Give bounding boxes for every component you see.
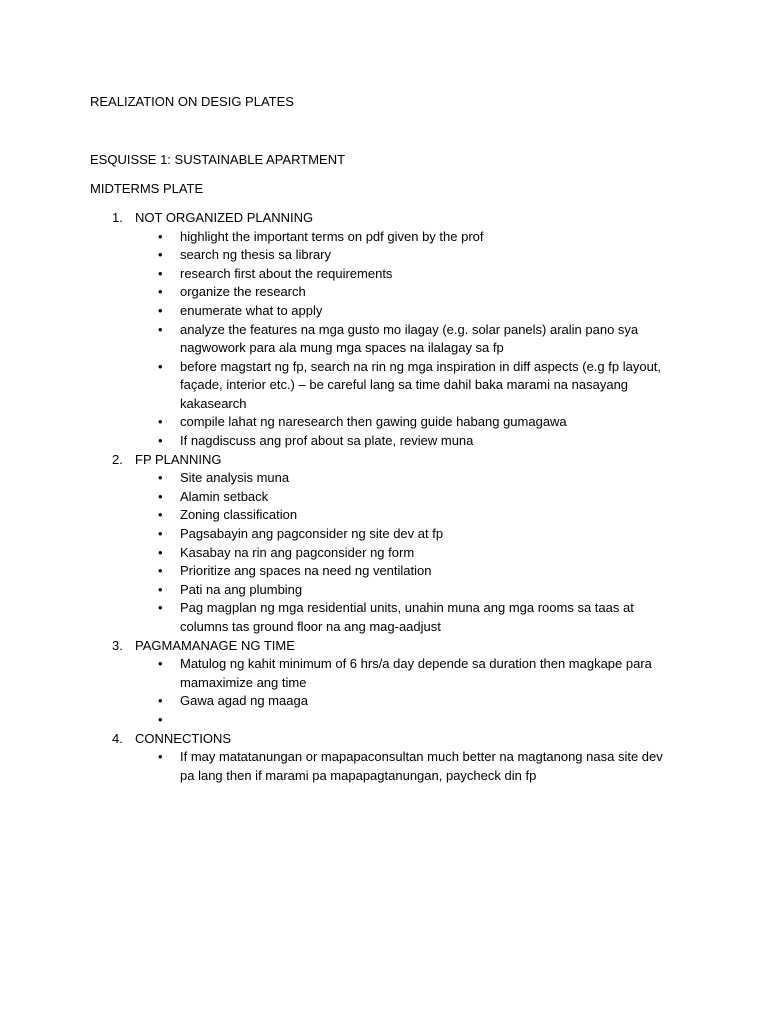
section-item bbox=[90, 451, 690, 637]
bullet-icon: • bbox=[158, 284, 163, 300]
section-item bbox=[90, 637, 690, 730]
document-body bbox=[90, 93, 690, 785]
section-item bbox=[90, 730, 690, 786]
bullet-icon: • bbox=[158, 228, 163, 244]
list-item bbox=[90, 283, 680, 302]
section-item bbox=[90, 209, 690, 451]
bullet-icon: • bbox=[158, 600, 163, 616]
list-item-text: Pati na ang plumbing bbox=[180, 581, 303, 597]
list-item bbox=[90, 265, 680, 284]
section-heading bbox=[90, 209, 690, 228]
list-item bbox=[90, 748, 680, 785]
list-item-text: compile lahat ng naresearch then gawing guide habang gumagawa bbox=[180, 414, 567, 430]
list-item bbox=[90, 321, 680, 358]
list-item-text: If may matatanungan or mapapaconsultan much better na magtanong nasa site dev pa lang then if marami pa mapapagtanungan, paycheck din fp bbox=[180, 749, 663, 783]
list-item-text: highlight the important terms on pdf given by the prof bbox=[180, 228, 484, 244]
list-item-text: Prioritize ang spaces na need ng ventilation bbox=[180, 563, 432, 579]
bullet-icon: • bbox=[158, 526, 163, 542]
bullet-icon: • bbox=[158, 265, 163, 281]
bullet-icon: • bbox=[158, 563, 163, 579]
bullet-icon: • bbox=[158, 302, 163, 318]
list-item bbox=[90, 655, 680, 692]
list-item-text: research first about the requirements bbox=[180, 265, 393, 281]
list-item-text: before magstart ng fp, search na rin ng mga inspiration in diff aspects (e.g fp layout, façade, interior etc.) – be careful lang sa time dahil baka marami na nasayang kakasearch bbox=[180, 358, 662, 411]
bullet-icon: • bbox=[158, 321, 163, 337]
document-subtitle: ESQUISSE 1: SUSTAINABLE APARTMENT bbox=[90, 151, 346, 167]
section-heading bbox=[90, 451, 690, 470]
bullet-icon: • bbox=[158, 470, 163, 486]
bullet-icon: • bbox=[158, 693, 163, 709]
list-item bbox=[90, 469, 680, 488]
bullet-list bbox=[90, 469, 690, 636]
list-item bbox=[90, 302, 680, 321]
section-heading bbox=[90, 637, 690, 656]
list-item-text: Zoning classification bbox=[180, 507, 298, 523]
list-item-text: If nagdiscuss ang prof about sa plate, review muna bbox=[180, 433, 474, 449]
list-item-text: Kasabay na rin ang pagconsider ng form bbox=[180, 544, 415, 560]
list-item-text: Pag magplan ng mga residential units, unahin muna ang mga rooms sa taas at columns tas ground floor na ang mag-aadjust bbox=[180, 600, 634, 635]
numbered-list bbox=[90, 209, 690, 785]
section-number: 2. bbox=[112, 451, 123, 467]
list-item bbox=[90, 525, 680, 544]
bullet-icon: • bbox=[158, 749, 163, 765]
list-item bbox=[90, 711, 680, 730]
bullet-icon: • bbox=[158, 358, 163, 374]
section-title: CONNECTIONS bbox=[135, 730, 232, 746]
list-item bbox=[90, 228, 680, 247]
list-item bbox=[90, 413, 680, 432]
section-title: PAGMAMANAGE NG TIME bbox=[135, 637, 295, 653]
bullet-icon: • bbox=[158, 507, 163, 523]
section-number: 4. bbox=[112, 730, 123, 746]
list-item bbox=[90, 544, 680, 563]
list-item bbox=[90, 358, 680, 414]
document-title: REALIZATION ON DESIG PLATES bbox=[90, 94, 294, 109]
section-number: 3. bbox=[112, 637, 123, 653]
list-item-text: enumerate what to apply bbox=[180, 302, 323, 318]
list-item bbox=[90, 506, 680, 525]
bullet-list bbox=[90, 228, 690, 451]
list-item-text: organize the research bbox=[180, 284, 306, 300]
list-item-text: Matulog ng kahit minimum of 6 hrs/a day depende sa duration then magkape para mamaximize ang time bbox=[180, 656, 652, 690]
list-item-text: search ng thesis sa library bbox=[180, 247, 332, 263]
bullet-icon: • bbox=[158, 581, 163, 597]
list-item bbox=[90, 562, 680, 581]
list-item bbox=[90, 488, 680, 507]
list-item bbox=[90, 692, 680, 711]
bullet-icon: • bbox=[158, 711, 163, 727]
list-item bbox=[90, 432, 680, 451]
section-title: FP PLANNING bbox=[135, 451, 222, 467]
bullet-icon: • bbox=[158, 433, 163, 449]
list-item-text: Gawa agad ng maaga bbox=[180, 693, 308, 709]
bullet-icon: • bbox=[158, 247, 163, 263]
list-item-text: analyze the features na mga gusto mo ilagay (e.g. solar panels) aralin pano sya nagwowork para ala mung mga spaces na ilalagay sa fp bbox=[180, 321, 639, 356]
section-number: 1. bbox=[112, 209, 123, 225]
bullet-icon: • bbox=[158, 544, 163, 560]
bullet-list bbox=[90, 748, 690, 785]
bullet-icon: • bbox=[158, 414, 163, 430]
bullet-list bbox=[90, 655, 690, 729]
list-item-text: Site analysis muna bbox=[180, 470, 290, 486]
list-item-text bbox=[180, 711, 680, 730]
list-item bbox=[90, 581, 680, 600]
section-heading bbox=[90, 730, 690, 749]
bullet-icon: • bbox=[158, 656, 163, 672]
list-item-text: Alamin setback bbox=[180, 488, 269, 504]
list-item bbox=[90, 599, 680, 636]
section-title: NOT ORGANIZED PLANNING bbox=[135, 209, 314, 225]
document-heading: MIDTERMS PLATE bbox=[90, 180, 204, 196]
bullet-icon: • bbox=[158, 488, 163, 504]
list-item bbox=[90, 246, 680, 265]
list-item-text: Pagsabayin ang pagconsider ng site dev at fp bbox=[180, 526, 444, 542]
